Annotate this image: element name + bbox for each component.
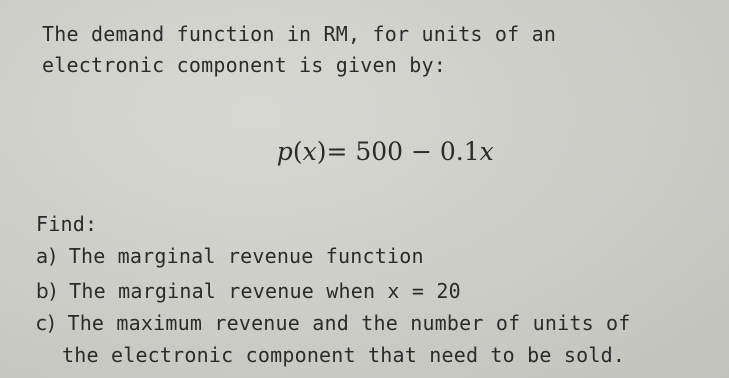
question-c-continuation: the electronic component that need to be sold. [62,343,626,367]
formula-func-name: p [276,137,293,166]
question-c-letter: c) [36,311,56,335]
formula-close-paren: ) [316,137,327,166]
question-a [36,244,424,268]
question-a-letter: a) [36,244,57,268]
formula-arg: x [302,137,317,166]
find-label: Find: [36,212,98,236]
question-b [36,279,461,303]
question-b-text: The marginal revenue when x = 20 [69,279,461,303]
formula-open-paren: ( [292,137,303,166]
question-c [36,311,631,335]
formula-rhs-var: x [479,137,494,166]
formula-rhs: = 500 − 0.1 [326,137,480,166]
question-b-letter: b) [36,279,57,303]
intro-line-1: The demand function in RM, for units of an [42,22,557,46]
question-c-text: The maximum revenue and the number of units of [67,311,631,335]
question-a-text: The marginal revenue function [68,244,424,268]
demand-formula [245,108,494,195]
intro-line-2: electronic component is given by: [42,53,446,77]
